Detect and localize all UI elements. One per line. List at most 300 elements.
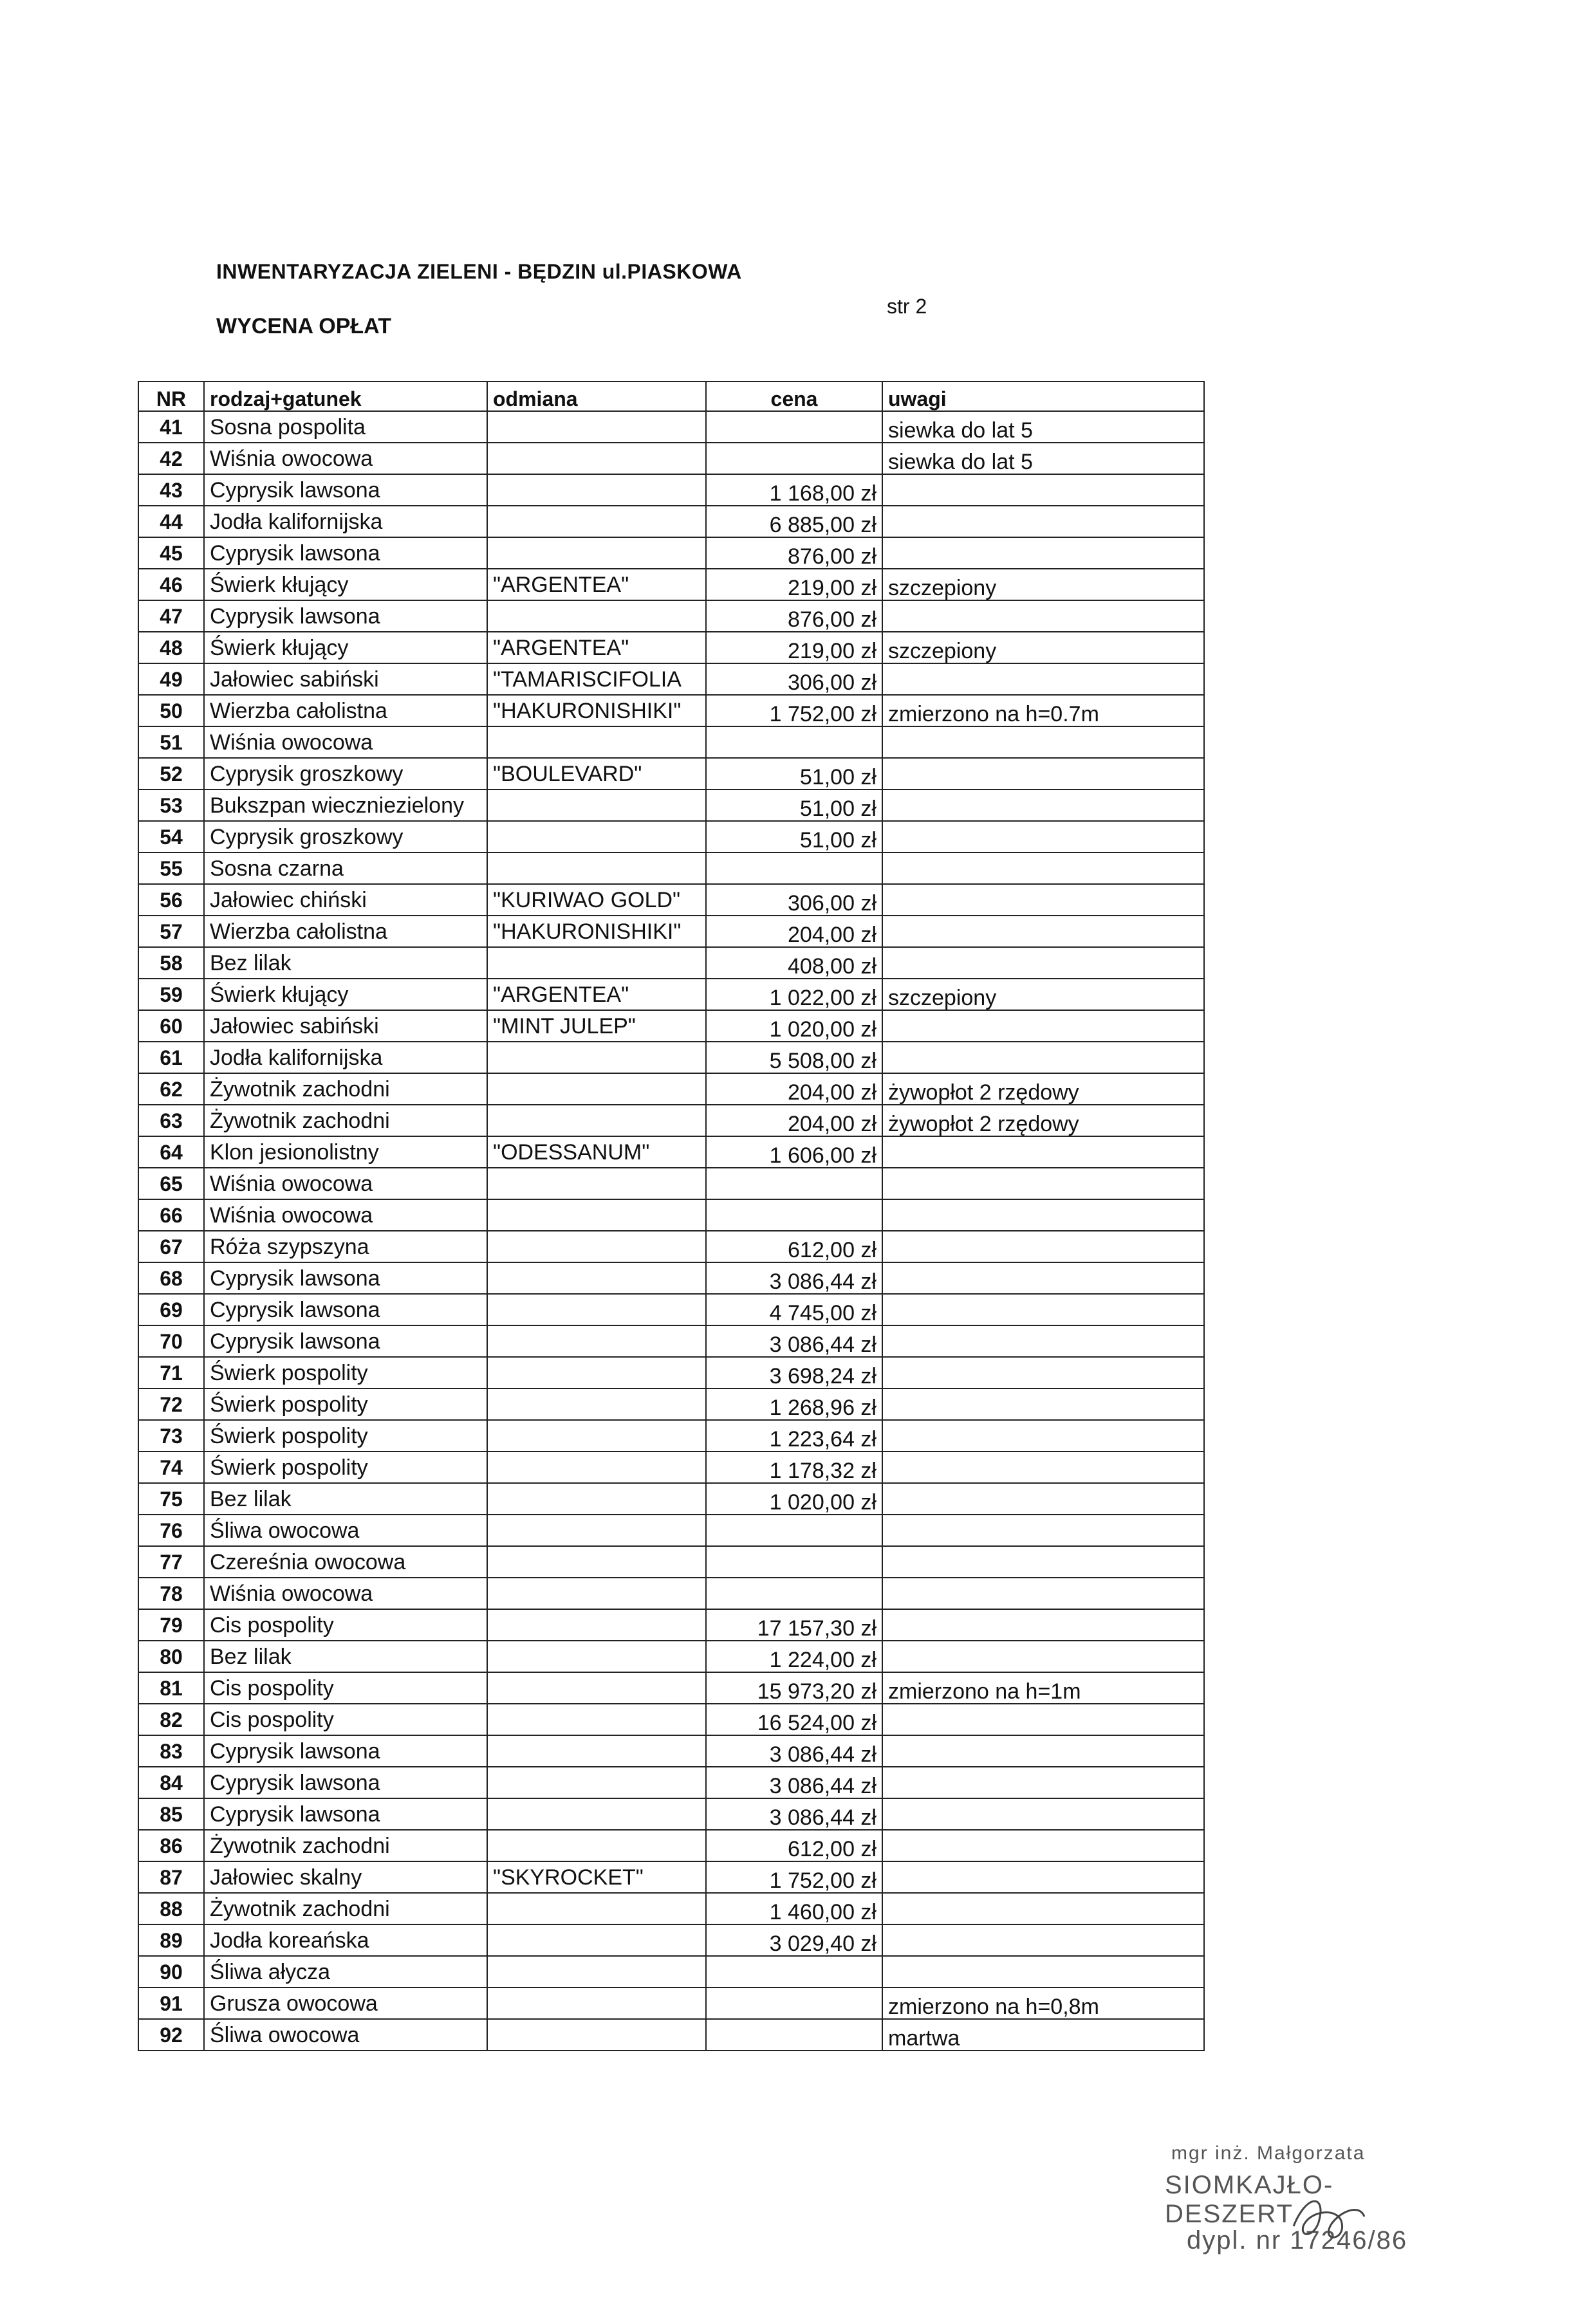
table-row <box>138 947 1204 979</box>
cell-nr: 68 <box>138 1262 204 1294</box>
cell-cena: 3 086,44 zł <box>706 1735 882 1767</box>
table-header <box>138 382 1204 411</box>
cell-uwagi <box>882 1798 1204 1830</box>
cell-nr: 55 <box>138 853 204 884</box>
cell-uwagi <box>882 1199 1204 1231</box>
cell-cena: 51,00 zł <box>706 758 882 789</box>
cell-rodzaj-gatunek: Świerk pospolity <box>204 1357 487 1388</box>
cell-odmiana <box>487 537 706 569</box>
table-row <box>138 1483 1204 1515</box>
cell-nr: 42 <box>138 443 204 474</box>
cell-rodzaj-gatunek: Wierzba całolistna <box>204 695 487 726</box>
cell-odmiana: "HAKURONISHIKI" <box>487 695 706 726</box>
cell-uwagi <box>882 726 1204 758</box>
cell-rodzaj-gatunek: Róża szypszyna <box>204 1231 487 1262</box>
table-row <box>138 1578 1204 1609</box>
cell-rodzaj-gatunek: Cyprysik lawsona <box>204 1262 487 1294</box>
cell-nr: 46 <box>138 569 204 600</box>
cell-cena: 1 223,64 zł <box>706 1420 882 1452</box>
cell-nr: 88 <box>138 1893 204 1924</box>
cell-odmiana <box>487 1231 706 1262</box>
cell-odmiana <box>487 947 706 979</box>
table-row <box>138 1704 1204 1735</box>
cell-rodzaj-gatunek: Sosna pospolita <box>204 411 487 443</box>
cell-rodzaj-gatunek: Grusza owocowa <box>204 1987 487 2019</box>
cell-odmiana <box>487 1956 706 1987</box>
cell-cena <box>706 1578 882 1609</box>
cell-nr: 66 <box>138 1199 204 1231</box>
cell-uwagi <box>882 821 1204 853</box>
cell-nr: 41 <box>138 411 204 443</box>
cell-uwagi <box>882 1262 1204 1294</box>
cell-cena: 16 524,00 zł <box>706 1704 882 1735</box>
column-header-nr: NR <box>138 382 204 411</box>
cell-uwagi <box>882 1578 1204 1609</box>
table-row <box>138 1452 1204 1483</box>
cell-rodzaj-gatunek: Cyprysik lawsona <box>204 1767 487 1798</box>
page-number: str 2 <box>887 295 927 318</box>
cell-cena: 876,00 zł <box>706 537 882 569</box>
cell-nr: 73 <box>138 1420 204 1452</box>
cell-cena: 204,00 zł <box>706 1105 882 1136</box>
table-row <box>138 1357 1204 1388</box>
cell-cena: 1 022,00 zł <box>706 979 882 1010</box>
cell-rodzaj-gatunek: Wierzba całolistna <box>204 916 487 947</box>
cell-uwagi: martwa <box>882 2019 1204 2051</box>
cell-rodzaj-gatunek: Żywotnik zachodni <box>204 1105 487 1136</box>
cell-uwagi <box>882 1388 1204 1420</box>
cell-nr: 80 <box>138 1641 204 1672</box>
cell-nr: 49 <box>138 663 204 695</box>
cell-odmiana <box>487 474 706 506</box>
cell-uwagi <box>882 1420 1204 1452</box>
cell-odmiana <box>487 1987 706 2019</box>
cell-uwagi <box>882 916 1204 947</box>
cell-nr: 71 <box>138 1357 204 1388</box>
cell-rodzaj-gatunek: Śliwa ałycza <box>204 1956 487 1987</box>
table-row <box>138 695 1204 726</box>
cell-uwagi: zmierzono na h=0.7m <box>882 695 1204 726</box>
table-row <box>138 1168 1204 1199</box>
stamp-license-line: dypl. nr 17246/86 <box>1187 2226 1408 2255</box>
table-row <box>138 1672 1204 1704</box>
cell-cena: 5 508,00 zł <box>706 1042 882 1073</box>
cell-cena <box>706 1199 882 1231</box>
table-row <box>138 1861 1204 1893</box>
cell-nr: 77 <box>138 1546 204 1578</box>
cell-uwagi <box>882 1861 1204 1893</box>
cell-odmiana <box>487 1420 706 1452</box>
cell-odmiana <box>487 2019 706 2051</box>
table-row <box>138 853 1204 884</box>
cell-odmiana <box>487 1704 706 1735</box>
table-row <box>138 1105 1204 1136</box>
cell-rodzaj-gatunek: Bez lilak <box>204 1483 487 1515</box>
cell-odmiana: "HAKURONISHIKI" <box>487 916 706 947</box>
cell-nr: 60 <box>138 1010 204 1042</box>
cell-odmiana <box>487 1262 706 1294</box>
cell-odmiana <box>487 1735 706 1767</box>
table-row <box>138 726 1204 758</box>
cell-uwagi <box>882 1136 1204 1168</box>
cell-nr: 86 <box>138 1830 204 1861</box>
cell-nr: 92 <box>138 2019 204 2051</box>
cell-nr: 89 <box>138 1924 204 1956</box>
cell-uwagi <box>882 758 1204 789</box>
cell-cena: 3 086,44 zł <box>706 1767 882 1798</box>
cell-nr: 53 <box>138 789 204 821</box>
cell-rodzaj-gatunek: Cyprysik groszkowy <box>204 758 487 789</box>
cell-nr: 44 <box>138 506 204 537</box>
stamp <box>1165 2136 1435 2284</box>
cell-cena <box>706 1515 882 1546</box>
cell-rodzaj-gatunek: Sosna czarna <box>204 853 487 884</box>
cell-cena: 17 157,30 zł <box>706 1609 882 1641</box>
cell-rodzaj-gatunek: Wiśnia owocowa <box>204 1578 487 1609</box>
cell-nr: 70 <box>138 1325 204 1357</box>
document-subtitle: WYCENA OPŁAT <box>216 314 391 338</box>
cell-nr: 90 <box>138 1956 204 1987</box>
cell-odmiana <box>487 853 706 884</box>
cell-uwagi <box>882 1010 1204 1042</box>
cell-rodzaj-gatunek: Świerk kłujący <box>204 569 487 600</box>
cell-uwagi <box>882 1641 1204 1672</box>
cell-cena <box>706 443 882 474</box>
cell-nr: 74 <box>138 1452 204 1483</box>
table-row <box>138 916 1204 947</box>
cell-rodzaj-gatunek: Cyprysik lawsona <box>204 1325 487 1357</box>
cell-nr: 79 <box>138 1609 204 1641</box>
cell-rodzaj-gatunek: Cyprysik lawsona <box>204 474 487 506</box>
header-row <box>138 382 1204 411</box>
cell-rodzaj-gatunek: Świerk pospolity <box>204 1452 487 1483</box>
cell-rodzaj-gatunek: Śliwa owocowa <box>204 2019 487 2051</box>
cell-odmiana <box>487 1672 706 1704</box>
table-row <box>138 1325 1204 1357</box>
cell-odmiana <box>487 1042 706 1073</box>
cell-cena: 1 268,96 zł <box>706 1388 882 1420</box>
cell-odmiana <box>487 411 706 443</box>
cell-odmiana: "ODESSANUM" <box>487 1136 706 1168</box>
cell-odmiana <box>487 1798 706 1830</box>
cell-rodzaj-gatunek: Cyprysik groszkowy <box>204 821 487 853</box>
cell-rodzaj-gatunek: Świerk pospolity <box>204 1420 487 1452</box>
cell-nr: 63 <box>138 1105 204 1136</box>
cell-uwagi <box>882 1735 1204 1767</box>
cell-cena: 219,00 zł <box>706 632 882 663</box>
cell-odmiana <box>487 1168 706 1199</box>
cell-nr: 50 <box>138 695 204 726</box>
cell-cena <box>706 1956 882 1987</box>
cell-uwagi <box>882 1168 1204 1199</box>
cell-odmiana <box>487 1515 706 1546</box>
cell-rodzaj-gatunek: Cyprysik lawsona <box>204 1798 487 1830</box>
cell-odmiana <box>487 1578 706 1609</box>
cell-uwagi: zmierzono na h=1m <box>882 1672 1204 1704</box>
column-header-rodzaj: rodzaj+gatunek <box>204 382 487 411</box>
cell-odmiana: "ARGENTEA" <box>487 632 706 663</box>
cell-nr: 72 <box>138 1388 204 1420</box>
cell-nr: 87 <box>138 1861 204 1893</box>
cell-cena: 1 752,00 zł <box>706 1861 882 1893</box>
cell-nr: 78 <box>138 1578 204 1609</box>
cell-uwagi <box>882 1893 1204 1924</box>
cell-odmiana <box>487 1483 706 1515</box>
table-row <box>138 1798 1204 1830</box>
table-row <box>138 1420 1204 1452</box>
cell-cena: 306,00 zł <box>706 663 882 695</box>
stamp-name-line: SIOMKAJŁO-DESZERT <box>1165 2171 1334 2228</box>
cell-cena <box>706 726 882 758</box>
table-row <box>138 1893 1204 1924</box>
cell-odmiana <box>487 821 706 853</box>
handwritten-signature <box>1281 2181 1377 2252</box>
cell-nr: 82 <box>138 1704 204 1735</box>
cell-rodzaj-gatunek: Cyprysik lawsona <box>204 600 487 632</box>
cell-odmiana <box>487 1609 706 1641</box>
cell-uwagi: szczepiony <box>882 632 1204 663</box>
table-row <box>138 1987 1204 2019</box>
cell-odmiana <box>487 1830 706 1861</box>
cell-cena: 1 020,00 zł <box>706 1010 882 1042</box>
cell-odmiana: "KURIWAO GOLD" <box>487 884 706 916</box>
cell-cena: 4 745,00 zł <box>706 1294 882 1325</box>
cell-rodzaj-gatunek: Klon jesionolistny <box>204 1136 487 1168</box>
table-row <box>138 474 1204 506</box>
column-header-odmiana: odmiana <box>487 382 706 411</box>
document-title: INWENTARYZACJA ZIELENI - BĘDZIN ul.PIASKOWA <box>216 260 742 283</box>
stamp-author-line: mgr inż. Małgorzata <box>1171 2143 1366 2164</box>
cell-odmiana <box>487 726 706 758</box>
cell-uwagi <box>882 1294 1204 1325</box>
cell-odmiana <box>487 1199 706 1231</box>
cell-uwagi <box>882 1704 1204 1735</box>
table-row <box>138 506 1204 537</box>
cell-uwagi: szczepiony <box>882 569 1204 600</box>
cell-cena: 15 973,20 zł <box>706 1672 882 1704</box>
cell-uwagi: żywopłot 2 rzędowy <box>882 1073 1204 1105</box>
cell-odmiana <box>487 1325 706 1357</box>
table-row <box>138 789 1204 821</box>
cell-uwagi: siewka do lat 5 <box>882 443 1204 474</box>
cell-cena: 612,00 zł <box>706 1231 882 1262</box>
table-row <box>138 1073 1204 1105</box>
cell-rodzaj-gatunek: Jałowiec sabiński <box>204 1010 487 1042</box>
cell-nr: 48 <box>138 632 204 663</box>
cell-uwagi <box>882 853 1204 884</box>
cell-cena: 51,00 zł <box>706 821 882 853</box>
cell-cena: 3 086,44 zł <box>706 1325 882 1357</box>
cell-odmiana <box>487 443 706 474</box>
cell-uwagi <box>882 1956 1204 1987</box>
cell-uwagi <box>882 506 1204 537</box>
cell-odmiana <box>487 1546 706 1578</box>
cell-uwagi <box>882 947 1204 979</box>
cell-rodzaj-gatunek: Jodła kalifornijska <box>204 506 487 537</box>
cell-rodzaj-gatunek: Wiśnia owocowa <box>204 443 487 474</box>
cell-nr: 81 <box>138 1672 204 1704</box>
cell-uwagi <box>882 1830 1204 1861</box>
cell-rodzaj-gatunek: Cyprysik lawsona <box>204 537 487 569</box>
cell-cena: 204,00 zł <box>706 1073 882 1105</box>
table-row <box>138 537 1204 569</box>
table-row <box>138 1546 1204 1578</box>
cell-nr: 43 <box>138 474 204 506</box>
table-row <box>138 1956 1204 1987</box>
cell-cena <box>706 1987 882 2019</box>
cell-rodzaj-gatunek: Wiśnia owocowa <box>204 1199 487 1231</box>
cell-cena: 1 752,00 zł <box>706 695 882 726</box>
cell-rodzaj-gatunek: Cyprysik lawsona <box>204 1735 487 1767</box>
cell-nr: 54 <box>138 821 204 853</box>
cell-odmiana <box>487 1105 706 1136</box>
cell-nr: 57 <box>138 916 204 947</box>
cell-cena: 1 606,00 zł <box>706 1136 882 1168</box>
table-row <box>138 411 1204 443</box>
cell-rodzaj-gatunek: Cis pospolity <box>204 1609 487 1641</box>
table-row <box>138 1042 1204 1073</box>
cell-uwagi: szczepiony <box>882 979 1204 1010</box>
cell-nr: 69 <box>138 1294 204 1325</box>
cell-odmiana <box>487 1357 706 1388</box>
cell-odmiana: "SKYROCKET" <box>487 1861 706 1893</box>
cell-uwagi <box>882 1609 1204 1641</box>
cell-cena <box>706 853 882 884</box>
cell-uwagi <box>882 1357 1204 1388</box>
cell-nr: 62 <box>138 1073 204 1105</box>
cell-odmiana: "ARGENTEA" <box>487 569 706 600</box>
cell-cena <box>706 2019 882 2051</box>
cell-nr: 76 <box>138 1515 204 1546</box>
cell-cena: 612,00 zł <box>706 1830 882 1861</box>
table-row <box>138 1641 1204 1672</box>
table-row <box>138 1136 1204 1168</box>
cell-rodzaj-gatunek: Bez lilak <box>204 1641 487 1672</box>
column-header-uwagi: uwagi <box>882 382 1204 411</box>
column-header-cena: cena <box>706 382 882 411</box>
table-row <box>138 443 1204 474</box>
cell-cena: 1 224,00 zł <box>706 1641 882 1672</box>
cell-uwagi <box>882 663 1204 695</box>
cell-nr: 59 <box>138 979 204 1010</box>
cell-nr: 67 <box>138 1231 204 1262</box>
cell-rodzaj-gatunek: Bez lilak <box>204 947 487 979</box>
cell-rodzaj-gatunek: Żywotnik zachodni <box>204 1830 487 1861</box>
table-row <box>138 632 1204 663</box>
cell-nr: 61 <box>138 1042 204 1073</box>
cell-nr: 65 <box>138 1168 204 1199</box>
cell-uwagi <box>882 1546 1204 1578</box>
table-row <box>138 1262 1204 1294</box>
cell-cena: 3 698,24 zł <box>706 1357 882 1388</box>
cell-odmiana <box>487 1924 706 1956</box>
cell-nr: 45 <box>138 537 204 569</box>
cell-uwagi <box>882 1483 1204 1515</box>
cell-odmiana: "TAMARISCIFOLIA <box>487 663 706 695</box>
cell-cena: 1 460,00 zł <box>706 1893 882 1924</box>
cell-uwagi <box>882 1515 1204 1546</box>
cell-odmiana <box>487 1073 706 1105</box>
table-row <box>138 979 1204 1010</box>
table-row <box>138 1388 1204 1420</box>
cell-cena: 3 086,44 zł <box>706 1798 882 1830</box>
table-row <box>138 2019 1204 2051</box>
cell-uwagi <box>882 1231 1204 1262</box>
cell-uwagi <box>882 1325 1204 1357</box>
cell-nr: 91 <box>138 1987 204 2019</box>
cell-rodzaj-gatunek: Jodła kalifornijska <box>204 1042 487 1073</box>
cell-odmiana <box>487 789 706 821</box>
cell-cena: 219,00 zł <box>706 569 882 600</box>
table-row <box>138 663 1204 695</box>
cell-odmiana <box>487 1294 706 1325</box>
cell-rodzaj-gatunek: Jałowiec sabiński <box>204 663 487 695</box>
cell-uwagi <box>882 474 1204 506</box>
table-row <box>138 600 1204 632</box>
cell-rodzaj-gatunek: Świerk kłujący <box>204 979 487 1010</box>
cell-cena <box>706 1168 882 1199</box>
cell-cena: 876,00 zł <box>706 600 882 632</box>
cell-cena: 3 029,40 zł <box>706 1924 882 1956</box>
cell-cena: 1 178,32 zł <box>706 1452 882 1483</box>
table-row <box>138 1924 1204 1956</box>
cell-uwagi <box>882 537 1204 569</box>
table-row <box>138 1830 1204 1861</box>
cell-cena: 1 020,00 zł <box>706 1483 882 1515</box>
cell-rodzaj-gatunek: Cis pospolity <box>204 1704 487 1735</box>
cell-cena: 1 168,00 zł <box>706 474 882 506</box>
cell-rodzaj-gatunek: Świerk kłujący <box>204 632 487 663</box>
cell-nr: 51 <box>138 726 204 758</box>
cell-nr: 75 <box>138 1483 204 1515</box>
cell-uwagi <box>882 1042 1204 1073</box>
cell-rodzaj-gatunek: Wiśnia owocowa <box>204 1168 487 1199</box>
cell-nr: 85 <box>138 1798 204 1830</box>
cell-cena: 408,00 zł <box>706 947 882 979</box>
cell-uwagi: żywopłot 2 rzędowy <box>882 1105 1204 1136</box>
cell-odmiana <box>487 1641 706 1672</box>
cell-cena: 306,00 zł <box>706 884 882 916</box>
table-row <box>138 884 1204 916</box>
cell-odmiana <box>487 1767 706 1798</box>
cell-odmiana <box>487 1388 706 1420</box>
table-row <box>138 1609 1204 1641</box>
cell-odmiana <box>487 1452 706 1483</box>
cell-nr: 56 <box>138 884 204 916</box>
cell-nr: 52 <box>138 758 204 789</box>
cell-rodzaj-gatunek: Cis pospolity <box>204 1672 487 1704</box>
table-row <box>138 1231 1204 1262</box>
cell-rodzaj-gatunek: Jodła koreańska <box>204 1924 487 1956</box>
cell-cena <box>706 411 882 443</box>
cell-uwagi <box>882 789 1204 821</box>
cell-uwagi: siewka do lat 5 <box>882 411 1204 443</box>
table-row <box>138 1294 1204 1325</box>
cell-rodzaj-gatunek: Jałowiec chiński <box>204 884 487 916</box>
table-row <box>138 821 1204 853</box>
table-row <box>138 1767 1204 1798</box>
cell-cena: 6 885,00 zł <box>706 506 882 537</box>
cell-nr: 64 <box>138 1136 204 1168</box>
cell-rodzaj-gatunek: Żywotnik zachodni <box>204 1073 487 1105</box>
cell-uwagi <box>882 1767 1204 1798</box>
cell-nr: 83 <box>138 1735 204 1767</box>
cell-odmiana <box>487 506 706 537</box>
cell-rodzaj-gatunek: Bukszpan wieczniezielony <box>204 789 487 821</box>
table-row <box>138 1199 1204 1231</box>
cell-odmiana: "MINT JULEP" <box>487 1010 706 1042</box>
cell-cena: 204,00 zł <box>706 916 882 947</box>
